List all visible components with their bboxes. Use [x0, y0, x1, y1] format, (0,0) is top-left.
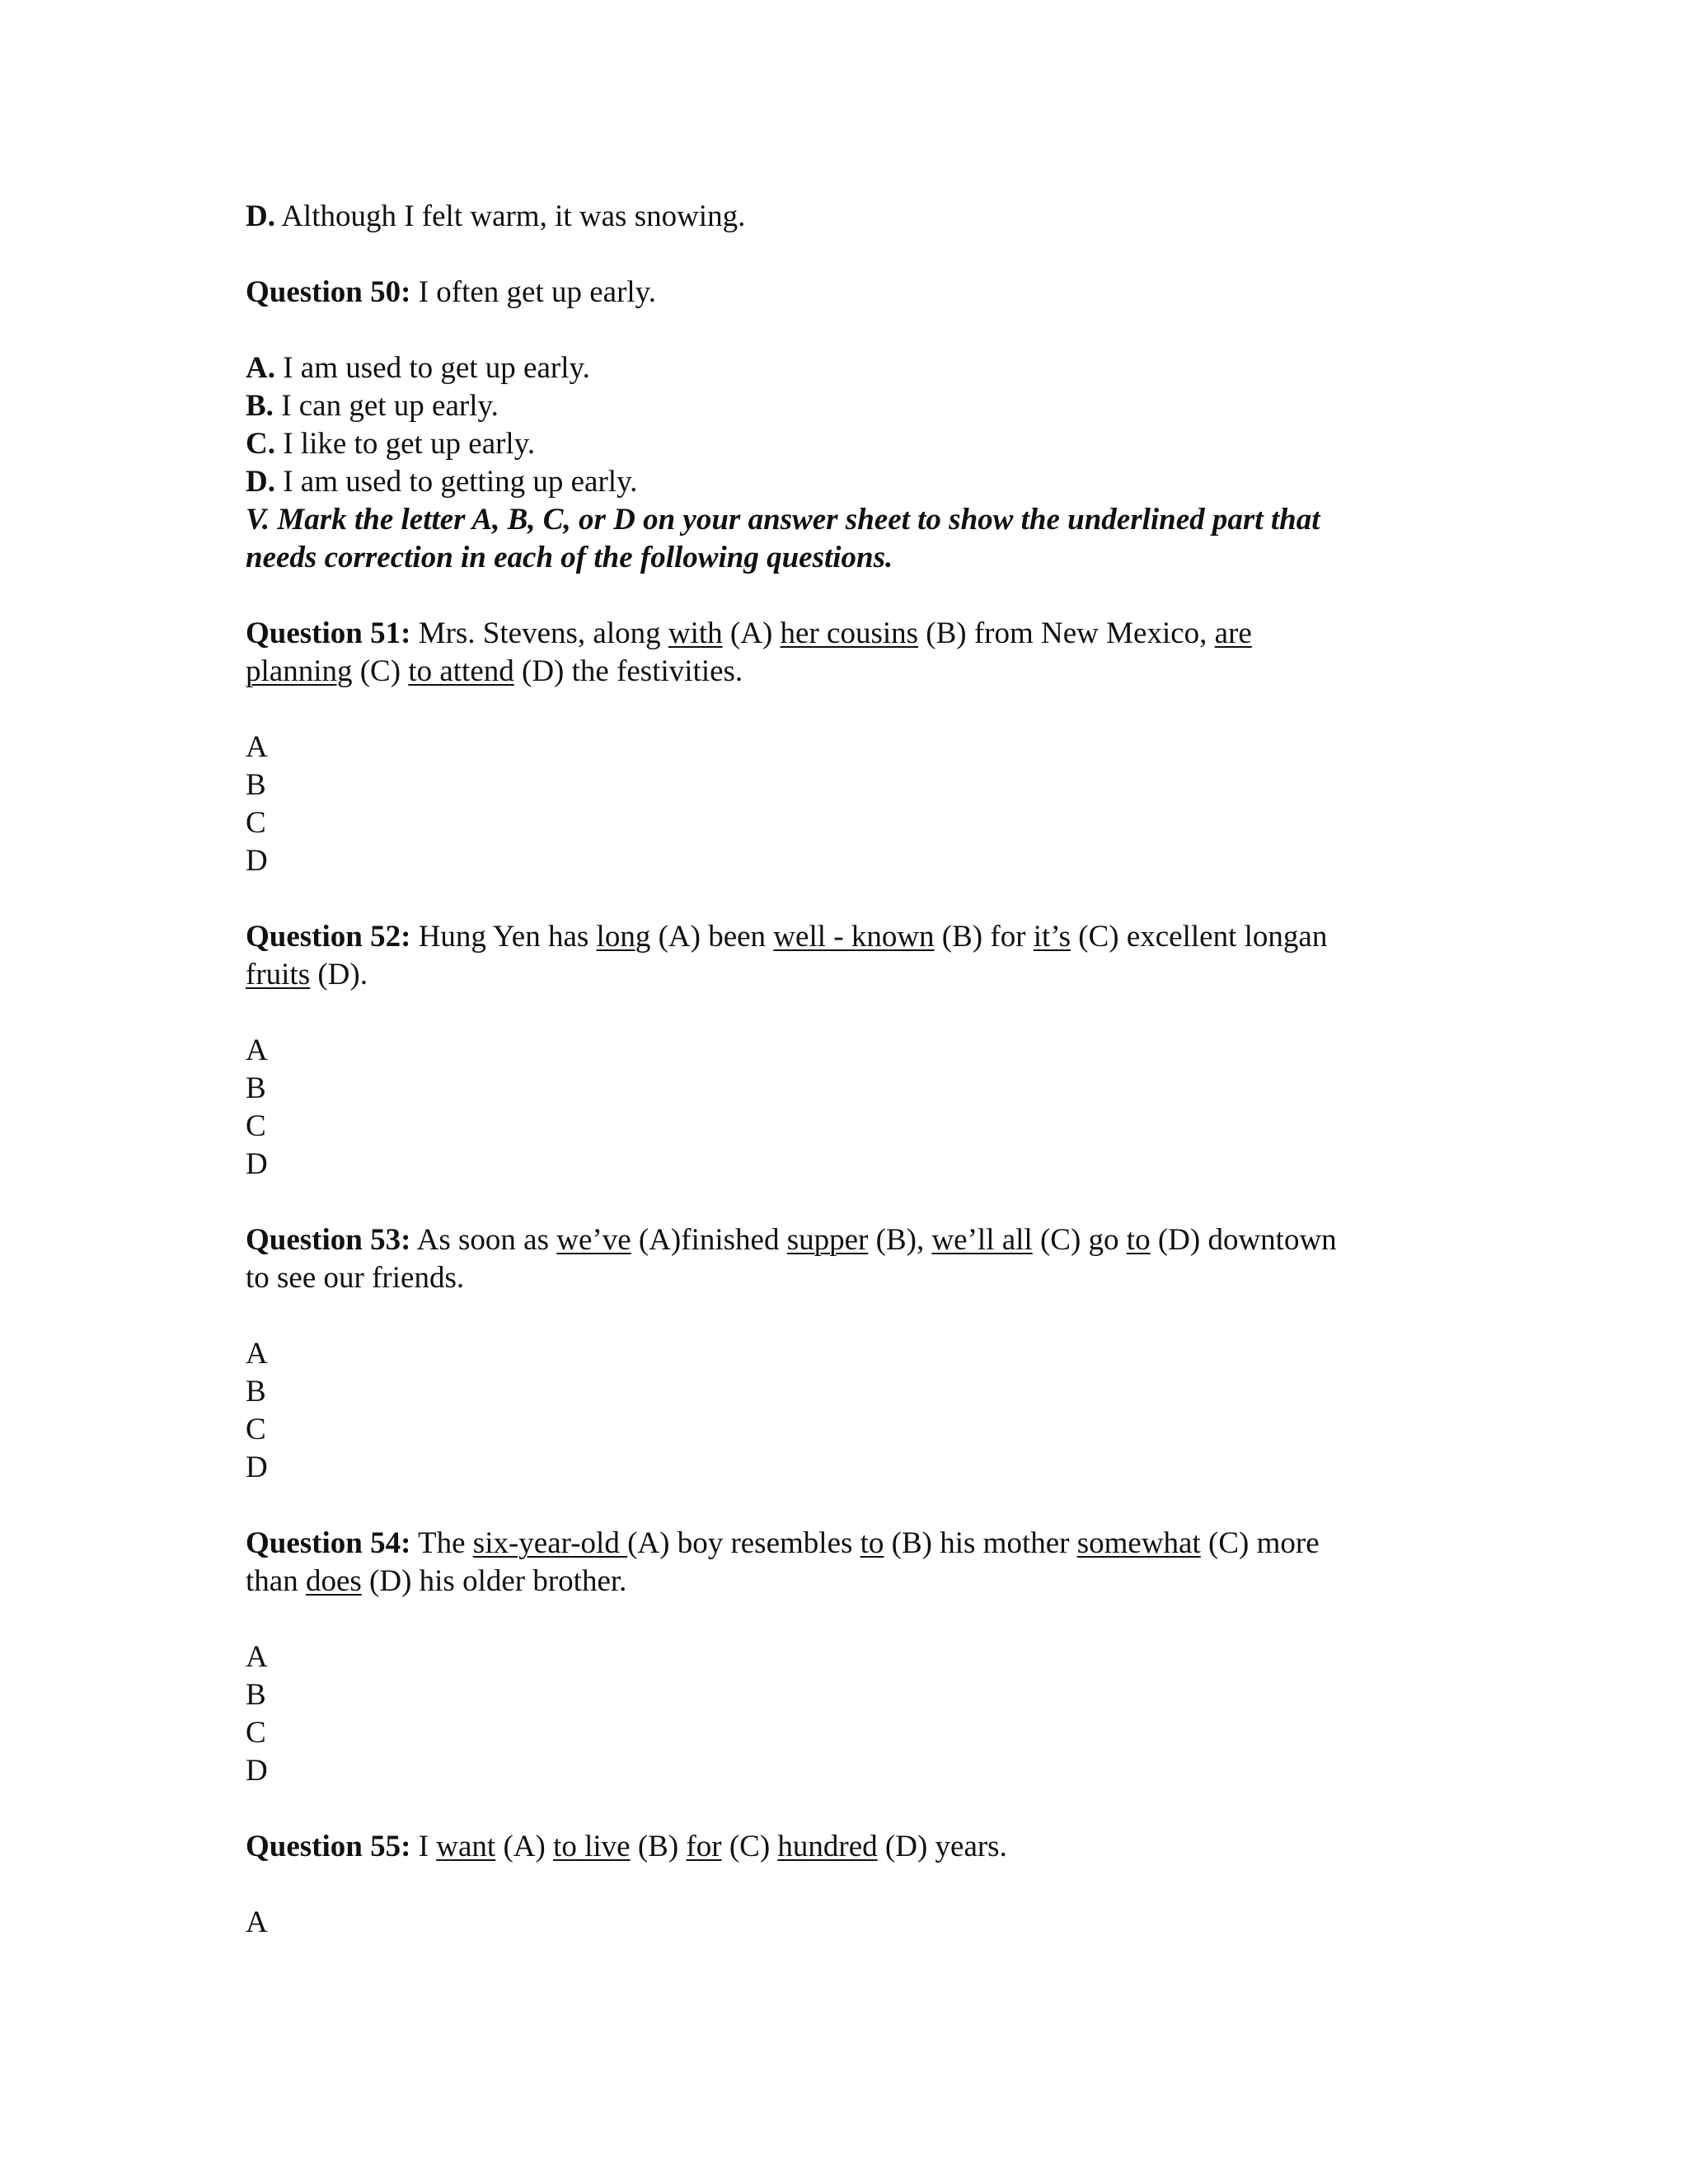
q50-stem: Question 50: I often get up early. [246, 275, 657, 309]
q51-choice-c: C [246, 806, 266, 840]
q53-choice-c: C [246, 1413, 266, 1446]
q51-choice-d: D [246, 844, 268, 878]
q50-option-c: C. I like to get up early. [246, 427, 536, 461]
q54-stem-line1: Question 54: The six-year-old (A) boy resembles to (B) his mother somewhat (C) more [246, 1526, 1320, 1560]
q53-choice-a: A [246, 1337, 268, 1371]
q54-choice-d: D [246, 1754, 268, 1788]
q53-stem-line2: to see our friends. [246, 1261, 465, 1295]
q55-choice-a: A [246, 1905, 268, 1939]
q51-stem-line2: planning (C) to attend (D) the festivities. [246, 654, 743, 688]
q52-choice-a: A [246, 1033, 268, 1067]
q51-choice-a: A [246, 730, 268, 764]
q49-option-d: D. Although I felt warm, it was snowing. [246, 199, 746, 233]
q50-option-d: D. I am used to getting up early. [246, 465, 638, 499]
q55-stem: Question 55: I want (A) to live (B) for (C) hundred (D) years. [246, 1830, 1007, 1863]
q53-choice-d: D [246, 1451, 268, 1484]
q54-choice-c: C [246, 1716, 266, 1750]
q54-choice-a: A [246, 1640, 268, 1674]
q52-stem-line2: fruits (D). [246, 958, 368, 991]
section-v-heading-line1: V. Mark the letter A, B, C, or D on your answer sheet to show the underlined part that [246, 503, 1320, 537]
q52-stem-line1: Question 52: Hung Yen has long (A) been well - known (B) for it’s (C) excellent longan [246, 920, 1328, 954]
q50-option-b: B. I can get up early. [246, 389, 499, 423]
q54-stem-line2: than does (D) his older brother. [246, 1564, 627, 1598]
q51-choice-b: B [246, 768, 266, 802]
q53-stem-line1: Question 53: As soon as we’ve (A)finished supper (B), we’ll all (C) go to (D) downtown [246, 1223, 1337, 1257]
q51-stem-line1: Question 51: Mrs. Stevens, along with (A) her cousins (B) from New Mexico, are [246, 616, 1252, 650]
section-v-heading-line2: needs correction in each of the following questions. [246, 541, 893, 574]
q50-option-a: A. I am used to get up early. [246, 351, 590, 385]
q52-choice-c: C [246, 1109, 266, 1143]
q52-choice-b: B [246, 1071, 266, 1105]
q53-choice-b: B [246, 1375, 266, 1408]
q52-choice-d: D [246, 1147, 268, 1181]
q54-choice-b: B [246, 1678, 266, 1712]
